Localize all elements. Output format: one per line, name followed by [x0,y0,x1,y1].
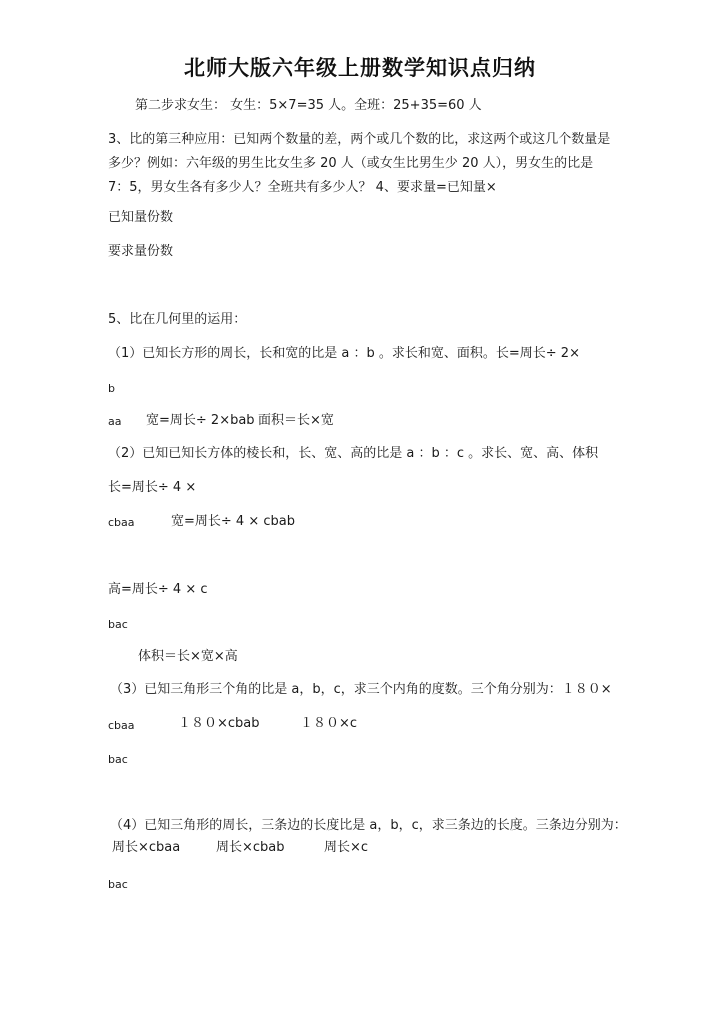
triangle-side-third: 周长×c [324,840,369,855]
rectangle-question: （1）已知长方形的周长，长和宽的比是 a ：b 。求长和宽、面积。长=周长÷ 2× [108,346,580,361]
known-share-text: 已知量份数 [108,210,174,225]
cuboid-bac: bac [108,618,128,631]
triangle-angle-bac: bac [108,753,128,766]
rectangle-area: 面积＝长×宽 [258,413,334,428]
triangle-angle-cbaa: cbaa [108,719,135,732]
section5-heading: 5、比在几何里的运用： [108,312,247,327]
triangle-angle-second: １８０×cbab [178,716,260,731]
cuboid-height: 高=周长÷ 4 × c [108,582,208,597]
cuboid-cbaa: cbaa [108,516,135,529]
triangle-side-first: 周长×cbaa [112,840,181,855]
triangle-side-second: 周长×cbab [216,840,285,855]
cuboid-question: （2）已知已知长方体的棱长和，长、宽、高的比是 a ：b ：c 。求长、宽、高、体积 [108,446,599,461]
cuboid-width: 宽=周长÷ 4 × cbab [171,514,295,529]
rectangle-aa: aa [108,415,122,428]
cuboid-length: 长=周长÷ 4 × [108,480,197,495]
triangle-side-bac: bac [108,878,128,891]
rectangle-b: b [108,382,115,395]
required-share-text: 要求量份数 [108,244,174,259]
rectangle-width: 宽=周长÷ 2×bab [146,413,255,428]
step2-text: 第二步求女生： 女生：5×7=35 人。全班：25+35=60 人 [135,98,482,113]
page-title: 北师大版六年级上册数学知识点归纳 [184,55,536,80]
triangle-side-question: （4）已知三角形的周长，三条边的长度比是 a，b，c，求三条边的长度。三条边分别为： [110,818,627,833]
section3-paragraph: 3、比的第三种应用：已知两个数量的差，两个或几个数的比，求这两个或这几个数量是多少？例如：六年级的男生比女生多 20 人（或女生比男生少 20 人），男女生的比是 7：5，男女生各有多少人？全班共有多少人？ 4、要求量=已知量× [108,132,611,195]
triangle-angle-question: （3）已知三角形三个角的比是 a，b，c，求三个内角的度数。三个角分别为：１８０× [110,682,612,697]
triangle-angle-third: １８０×c [300,716,358,731]
cuboid-volume: 体积＝长×宽×高 [138,649,238,664]
